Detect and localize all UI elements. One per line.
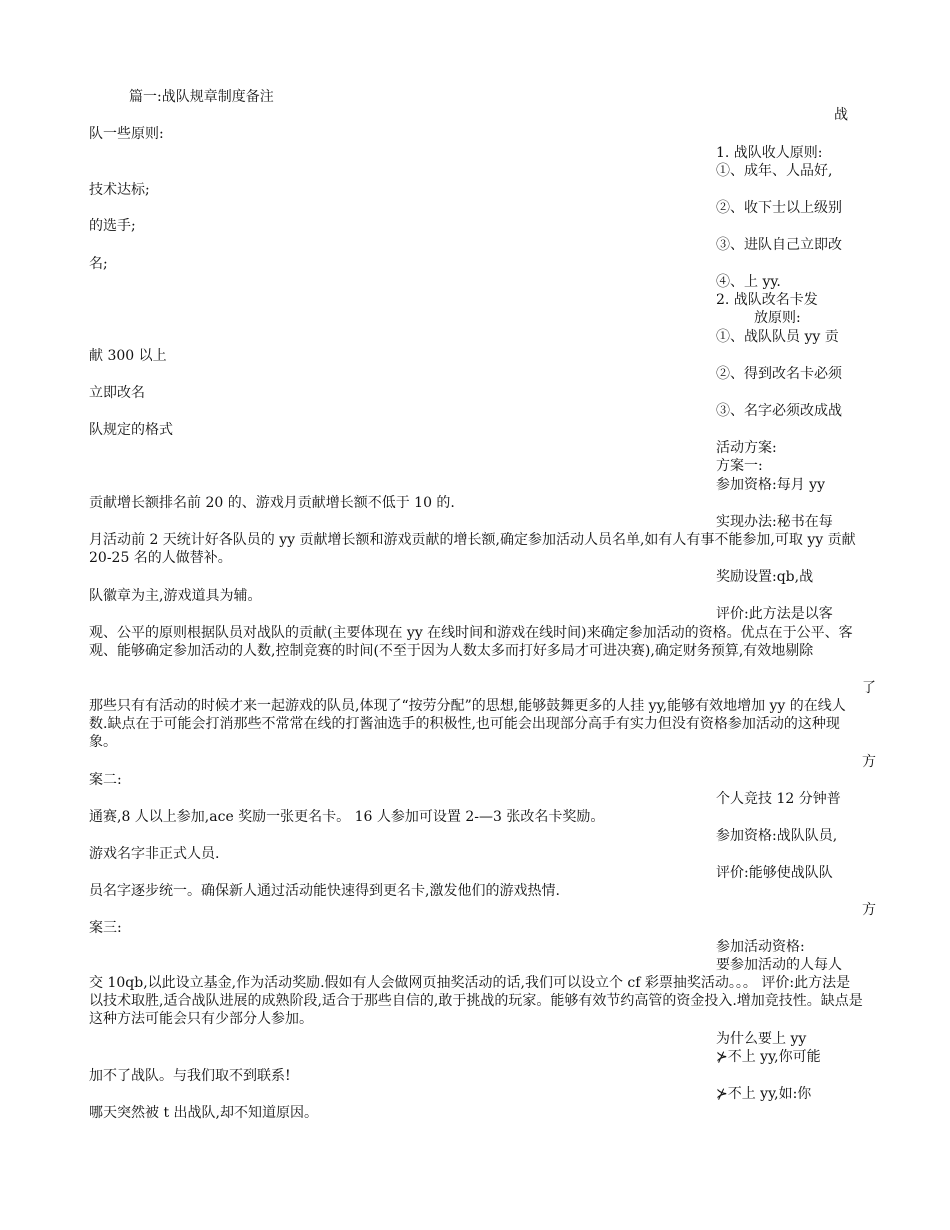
text-line: 队徽章为主,游戏道具为辅。 — [89, 588, 262, 604]
rule-item: ②、收下士以上级别 — [716, 200, 842, 216]
rule-heading: 放原则: — [754, 310, 801, 326]
bullet-icon: ⊁ — [716, 1086, 728, 1102]
text-line: 参加资格:战队队员, — [716, 828, 838, 844]
rule-heading: 2. 战队改名卡发 — [716, 292, 818, 308]
bullet-line — [716, 1085, 811, 1103]
section-heading: 案三: — [89, 920, 122, 936]
text-line: 方 — [862, 754, 876, 770]
rule-item: ①、成年、人品好, — [716, 163, 833, 179]
section-heading: 方案一: — [716, 458, 763, 474]
text-line: 技术达标; — [89, 182, 150, 198]
text-line: 队一些原则: — [89, 126, 164, 142]
text-line: 队规定的格式 — [89, 422, 173, 438]
paragraph: 月活动前 2 天统计好各队员的 yy 贡献增长额和游戏贡献的增长额,确定参加活动人员名单,如有人有事不能参加,可取 yy 贡献 20-25 名的人做替补。 — [89, 532, 856, 566]
text-line: 加不了战队。与我们取不到联系! — [89, 1068, 291, 1084]
paragraph: 交 10qb,以此设立基金,作为活动奖励.假如有人会做网页抽奖活动的话,我们可以设立个 cf 彩票抽奖活动。。。 评价:此方法是以技术取胜,适合战队进展的成熟阶段,适合于那些自信的,敢于挑战的玩家。能够有效节约高管的资金投入.增加竞技性。缺点是这种方法可能会只有少部分人参加。 — [89, 975, 863, 1027]
text-line: 奖励设置:qb,战 — [716, 569, 814, 585]
text-line: 战 — [834, 107, 848, 123]
text-line: 个人竞技 12 分钟普 — [716, 791, 841, 807]
text-line: 评价:能够使战队队 — [716, 865, 833, 881]
bullet-icon: ⊁ — [716, 1049, 728, 1065]
paragraph: 那些只有有活动的时候才来一起游戏的队员,体现了“按劳分配”的思想,能够鼓舞更多的人挂 yy,能够有效地增加 yy 的在线人数.缺点在于可能会打消那些不常常在线的打酱油选手的积极性,也可能会出现部分高手有实力但没有资格参加活动的这种现象。 — [89, 698, 846, 750]
text-line: 实现办法:秘书在每 — [716, 514, 833, 530]
text-line: 名; — [89, 256, 108, 272]
bullet-line — [716, 1048, 821, 1066]
rule-item: ②、得到改名卡必须 — [716, 366, 842, 382]
rule-item: ③、名字必须改成战 — [716, 403, 842, 419]
rule-item: ③、进队自己立即改 — [716, 237, 842, 253]
text-line: 献 300 以上 — [89, 348, 167, 364]
rule-heading: 1. 战队收人原则: — [716, 145, 823, 161]
text-line: 游戏名字非正式人员. — [89, 846, 220, 862]
rule-item: ①、战队队员 yy 贡 — [716, 329, 839, 345]
paragraph: 观、公平的原则根据队员对战队的贡献(主要体现在 yy 在线时间和游戏在线时间)来确定参加活动的资格。优点在于公平、客观、能够确定参加活动的人数,控制竞赛的时间(不至于因为人数太多而打好多局才可进决赛),确定财务预算,有效地剔除 — [89, 625, 853, 659]
rule-item: ④、上 yy. — [716, 274, 781, 290]
section-heading: 活动方案: — [716, 440, 777, 456]
text-line: 哪天突然被 t 出战队,却不知道原因。 — [89, 1105, 318, 1121]
paragraph: 通赛,8 人以上参加,ace 奖励一张更名卡。 16 人参加可设置 2-—3 张改名卡奖励。 — [89, 809, 605, 825]
text-line: 不上 yy,你可能 — [727, 1049, 821, 1065]
text-line: 了 — [862, 680, 876, 696]
document-title: 篇一:战队规章制度备注 — [129, 89, 274, 105]
text-line: 方 — [862, 902, 876, 918]
text-line: 的选手; — [89, 218, 136, 234]
text-line: 员名字逐步统一。确保新人通过活动能快速得到更名卡,激发他们的游戏热情. — [89, 883, 560, 899]
text-line: 贡献增长额排名前 20 的、游戏月贡献增长额不低于 10 的. — [89, 495, 455, 511]
text-line: 参加资格:每月 yy — [716, 477, 825, 493]
section-heading: 案二: — [89, 772, 122, 788]
text-line: 立即改名 — [89, 385, 145, 401]
text-line: 参加活动资格: — [716, 939, 805, 955]
text-line: 不上 yy,如:你 — [727, 1086, 812, 1102]
text-line: 评价:此方法是以客 — [716, 606, 833, 622]
text-line: 为什么要上 yy — [716, 1031, 807, 1047]
text-line: 要参加活动的人每人 — [716, 957, 842, 973]
